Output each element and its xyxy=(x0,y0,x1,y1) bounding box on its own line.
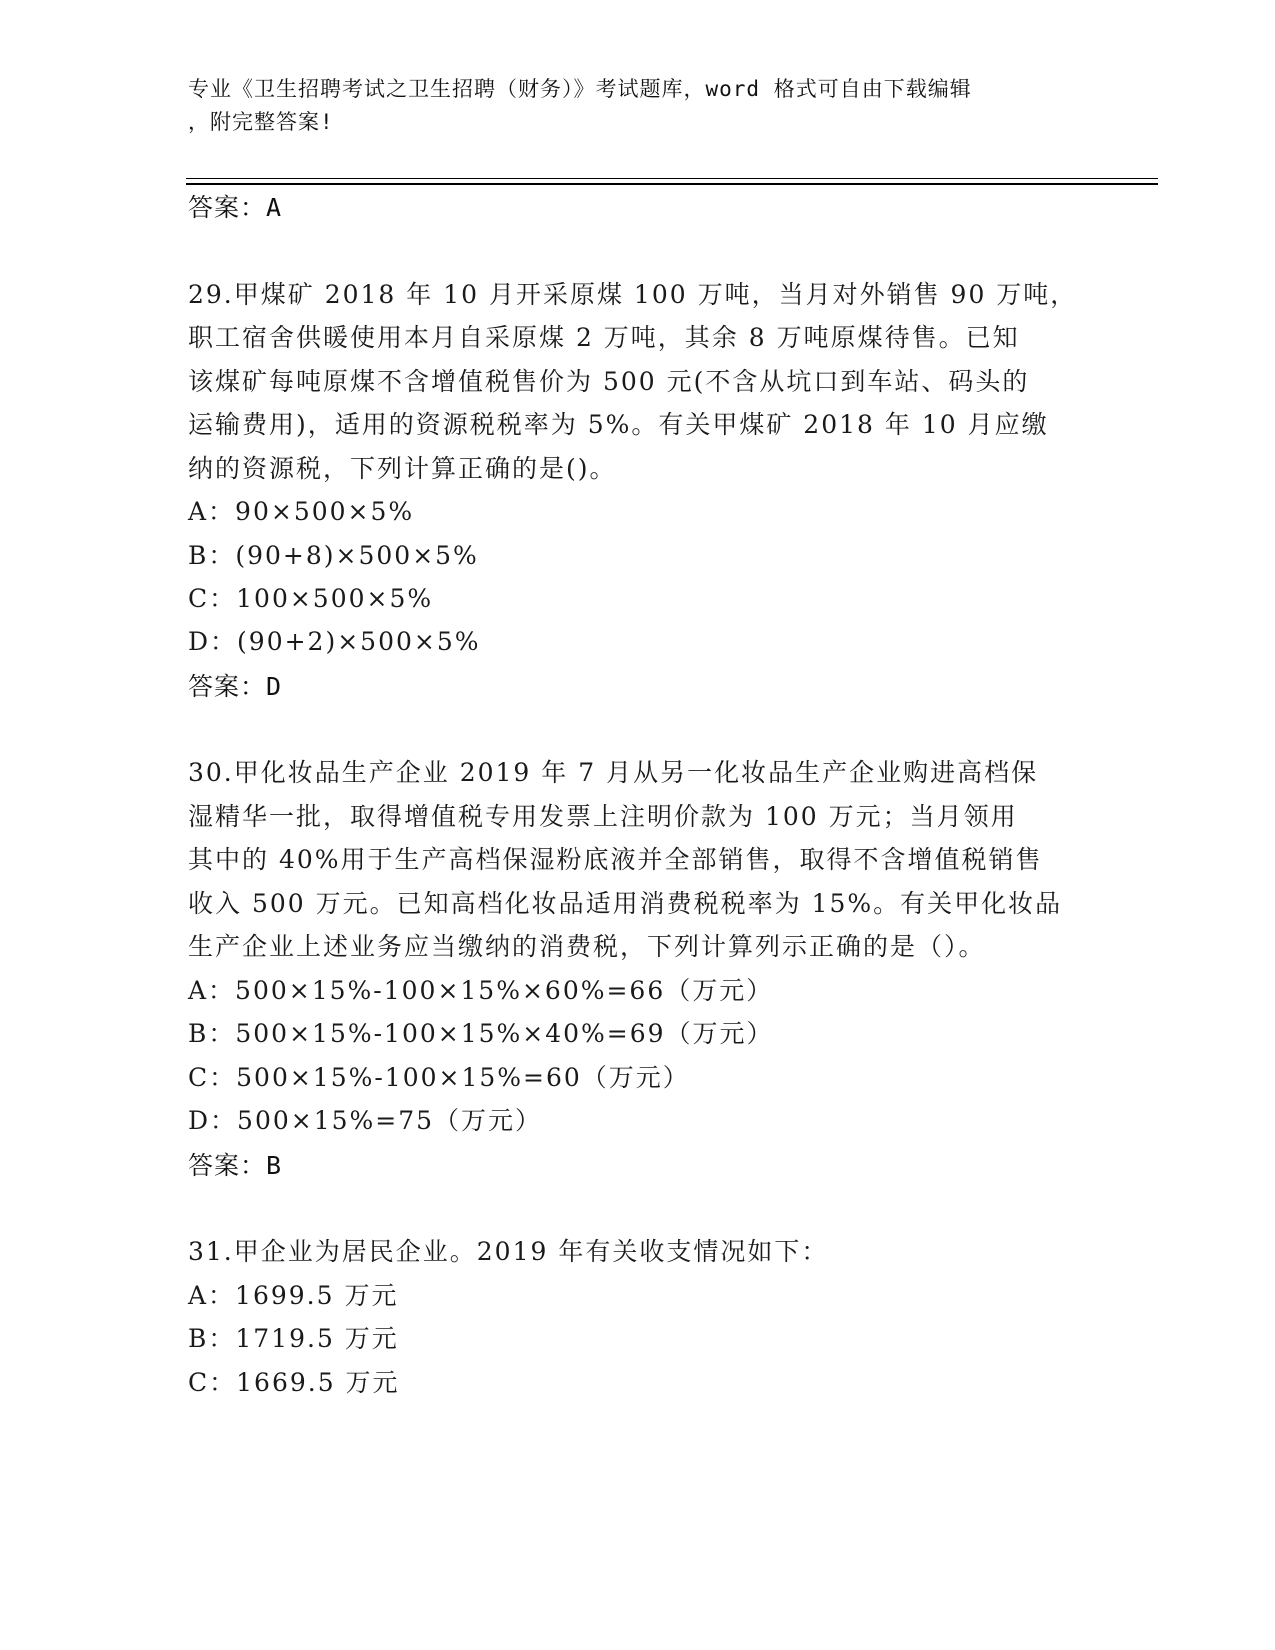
question-30-option-b: B：500×15%-100×15%×40%=69（万元） xyxy=(188,1019,774,1048)
question-29-answer: 答案：D xyxy=(188,672,283,701)
question-31-line: 31.甲企业为居民企业。2019 年有关收支情况如下： xyxy=(188,1237,829,1266)
question-30-option-c: C：500×15%-100×15%=60（万元） xyxy=(188,1063,690,1092)
question-29-line: 29.甲煤矿 2018 年 10 月开采原煤 100 万吨，当月对外销售 90 万吨， xyxy=(188,280,1078,309)
question-31-option-c: C：1669.5 万元 xyxy=(188,1368,400,1397)
question-30-line: 其中的 40%用于生产高档保湿粉底液并全部销售，取得不含增值税销售 xyxy=(188,845,1043,874)
header-divider-thick xyxy=(186,183,1158,185)
header-line-1: 专业《卫生招聘考试之卫生招聘（财务）》考试题库，word 格式可自由下载编辑 xyxy=(188,77,972,101)
question-30-line: 30.甲化妆品生产企业 2019 年 7 月从另一化妆品生产企业购进高档保 xyxy=(188,758,1039,787)
question-29-option-a: A：90×500×5% xyxy=(188,497,415,526)
answer-previous: 答案：A xyxy=(188,193,283,222)
question-29-line: 运输费用)，适用的资源税税率为 5%。有关甲煤矿 2018 年 10 月应缴 xyxy=(188,410,1049,439)
question-30-answer: 答案：B xyxy=(188,1151,283,1180)
question-29-option-d: D：(90+2)×500×5% xyxy=(188,627,481,656)
question-29-line: 职工宿舍供暖使用本月自采原煤 2 万吨，其余 8 万吨原煤待售。已知 xyxy=(188,323,1020,352)
question-30-option-a: A：500×15%-100×15%×60%=66（万元） xyxy=(188,976,774,1005)
document-header xyxy=(188,73,1088,139)
header-divider-thin xyxy=(186,178,1158,179)
question-29-option-b: B：(90+8)×500×5% xyxy=(188,541,479,570)
question-30-line: 收入 500 万元。已知高档化妆品适用消费税税率为 15%。有关甲化妆品 xyxy=(188,889,1063,918)
question-29-option-c: C：100×500×5% xyxy=(188,584,434,613)
header-line-2: ，附完整答案! xyxy=(188,110,334,134)
question-29-line: 纳的资源税，下列计算正确的是()。 xyxy=(188,454,617,483)
question-30-option-d: D：500×15%=75（万元） xyxy=(188,1106,543,1135)
question-31-option-a: A：1699.5 万元 xyxy=(188,1281,399,1310)
question-30-line: 湿精华一批，取得增值税专用发票上注明价款为 100 万元；当月领用 xyxy=(188,802,1018,831)
question-31-option-b: B：1719.5 万元 xyxy=(188,1324,399,1353)
question-30-line: 生产企业上述业务应当缴纳的消费税，下列计算列示正确的是（）。 xyxy=(188,932,986,961)
question-29-line: 该煤矿每吨原煤不含增值税售价为 500 元(不含从坑口到车站、码头的 xyxy=(188,367,1030,396)
